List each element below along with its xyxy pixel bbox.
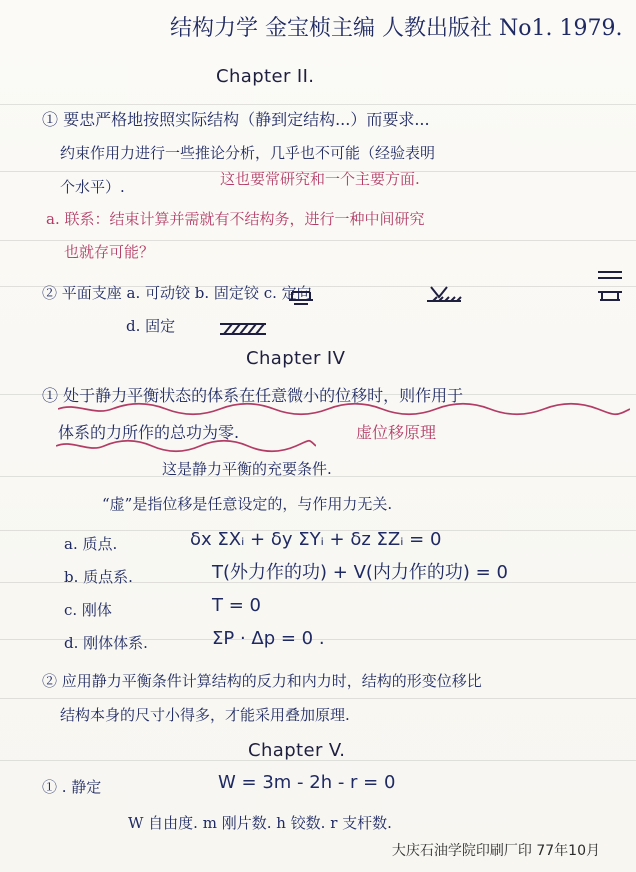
case-b-formula: T(外力作的功) + V(内力作的功) = 0 — [212, 562, 508, 583]
chapter-v-formula: W = 3m - 2h - r = 0 — [218, 772, 396, 793]
chapter-iv-paragraph-5: ② 应用静力平衡条件计算结构的反力和内力时，结构的形变位移比 — [42, 672, 482, 690]
chapter-ii-heading: Chapter II. — [216, 66, 315, 87]
chapter-iv-paragraph-3: 这是静力平衡的充要条件. — [162, 460, 332, 478]
print-footer: 大庆石油学院印刷厂印 77年10月 — [391, 843, 600, 859]
case-a-label: a. 质点. — [64, 535, 118, 553]
chapter-ii-paragraph-2: 约束作用力进行一些推论分析，几乎也不可能（经验表明 — [60, 144, 436, 162]
chapter-v-label: ① . 静定 — [42, 778, 102, 796]
chapter-ii-paragraph-4: a. 联系：结束计算并需就有不结构务，进行一种中间研究 — [46, 210, 425, 228]
guided-support-icon — [592, 266, 628, 306]
case-a-formula: δx ΣXᵢ + δy ΣYᵢ + δz ΣZᵢ = 0 — [190, 529, 442, 550]
chapter-iv-heading: Chapter IV — [246, 348, 346, 369]
chapter-iv-paragraph-4: “虚”是指位移是任意设定的，与作用力无关. — [102, 495, 393, 513]
fixed-support-label: d. 固定 — [126, 317, 176, 335]
virtual-displacement-principle: 虚位移原理 — [356, 423, 437, 442]
chapter-iv-paragraph-2: 体系的力所作的总功为零. — [58, 423, 240, 442]
case-c-formula: T = 0 — [212, 595, 261, 616]
chapter-ii-paragraph-5: 也就存可能？ — [64, 243, 155, 261]
chapter-v-definition: W 自由度. m 刚片数. h 铰数. r 支杆数. — [128, 814, 392, 832]
chapter-iv-paragraph-1: ① 处于静力平衡状态的体系在任意微小的位移时，则作用于 — [42, 386, 464, 405]
rule-line — [0, 698, 636, 699]
case-d-label: d. 刚体体系. — [64, 634, 148, 652]
chapter-iv-paragraph-6: 结构本身的尺寸小得多，才能采用叠加原理. — [60, 706, 350, 724]
case-b-label: b. 质点系. — [64, 568, 133, 586]
fixed-support-icon — [214, 312, 272, 342]
rule-line — [0, 240, 636, 241]
movable-support-icon — [286, 286, 316, 306]
chapter-ii-red-note: 这也要常研究和一个主要方面. — [220, 170, 420, 188]
supports-line: ② 平面支座 a. 可动铰 b. 固定铰 c. 定向 — [42, 284, 312, 302]
chapter-ii-paragraph-1: ① 要忠严格地按照实际结构（静到定结构...）而要求... — [42, 110, 430, 129]
chapter-v-heading: Chapter V. — [248, 740, 346, 761]
rule-line — [0, 104, 636, 105]
case-d-formula: ΣP · Δp = 0 . — [212, 628, 325, 649]
page-title: 结构力学 金宝桢主编 人教出版社 No1. 1979. — [170, 16, 623, 41]
chapter-ii-paragraph-3: 个水平）. — [60, 178, 125, 196]
fixed-pin-support-icon — [425, 283, 463, 305]
chapter-iv-underline-1 — [58, 402, 630, 416]
chapter-iv-underline-2 — [56, 439, 316, 453]
case-c-label: c. 刚体 — [64, 601, 112, 619]
